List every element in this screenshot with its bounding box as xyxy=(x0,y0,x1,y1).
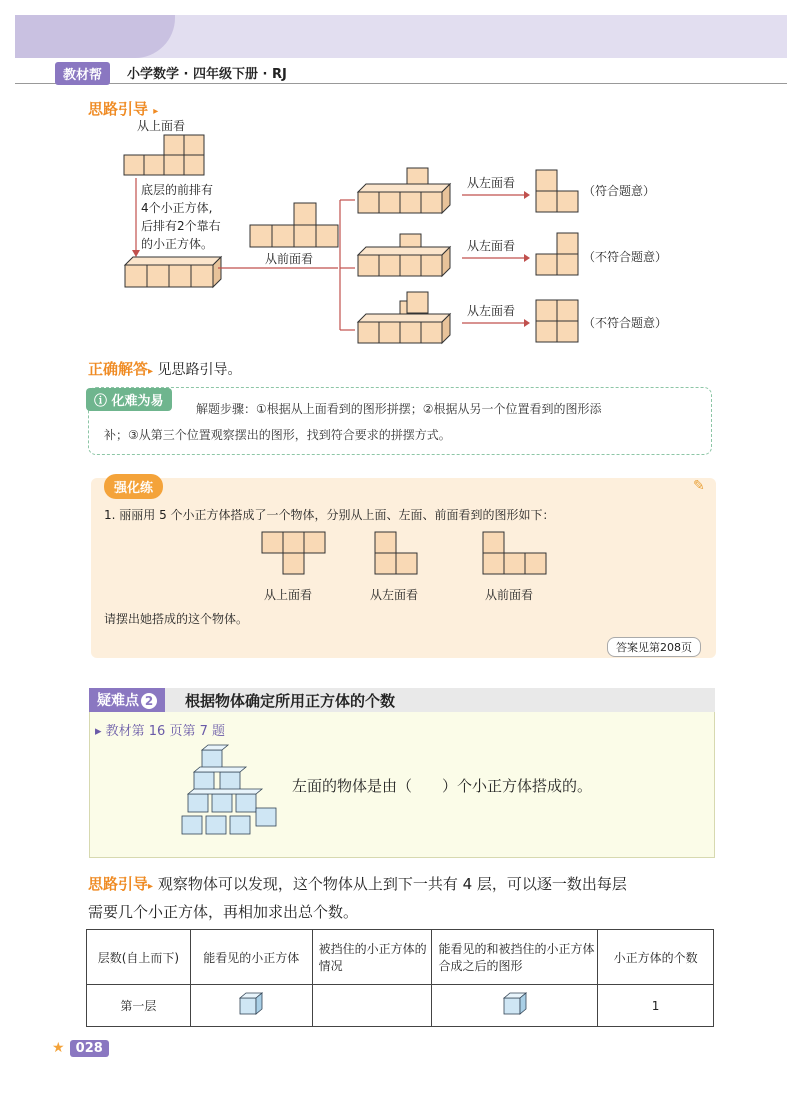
practice-view-label-front: 从前面看 xyxy=(485,588,534,602)
practice-left-view xyxy=(375,532,417,574)
difficulty-header xyxy=(89,688,715,712)
cube-icon xyxy=(502,992,528,1016)
answer-reference: 答案见第208页 xyxy=(607,637,701,657)
answer-line: 正确解答▸ 见思路引导。 xyxy=(88,360,242,378)
practice-view-label-top: 从上面看 xyxy=(264,588,313,602)
layer-table xyxy=(86,929,714,1027)
branch-object-3 xyxy=(358,292,450,343)
branch-1-view-label: 从左面看 xyxy=(467,176,516,190)
book-title: 小学数学 · 四年级下册 · RJ xyxy=(127,67,287,82)
table-header-row xyxy=(87,930,714,985)
table-header-cell: 能看见的和被挡住的小正方体合成之后的图形 xyxy=(432,930,598,985)
branch-2-result: （不符合题意） xyxy=(583,250,668,264)
tip-box xyxy=(88,387,712,455)
tip-tag: ⓘ 化难为易 xyxy=(86,388,172,411)
page-number: 028 xyxy=(70,1040,109,1057)
thinking2-line-1: 思路引导▸ 观察物体可以发现，这个物体从上到下一共有 4 层，可以逐一数出每层 xyxy=(88,875,627,893)
practice-question: 1. 丽丽用 5 个小正方体搭成了一个物体，分别从上面、左面、前面看到的图形如下： xyxy=(104,508,555,522)
front-view-shape xyxy=(250,203,338,247)
branch-object-1 xyxy=(358,168,450,213)
layer-name-cell: 第一层 xyxy=(87,985,191,1027)
thinking-label: 思路引导 ▸ xyxy=(88,100,159,118)
branch-2-view-label: 从左面看 xyxy=(467,239,516,253)
practice-views xyxy=(0,520,800,580)
practice-instruction: 请摆出她搭成的这个物体。 xyxy=(104,612,249,626)
table-header-cell: 小正方体的个数 xyxy=(598,930,714,985)
thinking2-line-2: 需要几个小正方体，再相加求出总个数。 xyxy=(88,903,359,921)
left-view-3 xyxy=(536,300,578,342)
left-view-2 xyxy=(536,233,578,275)
branch-object-2 xyxy=(358,234,450,276)
brand-badge: 教材帮 xyxy=(55,62,110,85)
table-header-cell: 能看见的小正方体 xyxy=(190,930,312,985)
bottom-layer-description: 底层的前排有 4个小正方体, 后排有2个靠右 的小正方体。 xyxy=(141,183,221,251)
branch-1-result: （符合题意） xyxy=(583,184,656,198)
difficulty-title: 根据物体确定所用正方体的个数 xyxy=(185,692,396,710)
count-cell: 1 xyxy=(598,985,714,1027)
difficulty-question: 左面的物体是由（ ）个小正方体搭成的。 xyxy=(292,777,593,795)
visible-cube-cell xyxy=(190,985,312,1027)
mascot-icon: ★ xyxy=(52,1040,65,1056)
pencil-icon: ✎ xyxy=(693,478,705,494)
branch-3-view-label: 从左面看 xyxy=(467,304,516,318)
difficulty-tag: 疑难点 2 xyxy=(89,688,165,712)
combined-cube-cell xyxy=(432,985,598,1027)
from-front-label: 从前面看 xyxy=(265,252,314,266)
practice-view-label-left: 从左面看 xyxy=(370,588,419,602)
left-view-1 xyxy=(536,170,578,212)
table-header-cell: 层数(自上而下) xyxy=(87,930,191,985)
textbook-reference: ▸ 教材第 16 页第 7 题 xyxy=(95,724,226,739)
pyramid-cubes xyxy=(180,742,290,842)
bottom-layer-cubes xyxy=(125,257,221,287)
from-top-label: 从上面看 xyxy=(137,119,186,133)
cube-icon xyxy=(238,992,264,1016)
tip-line-1: 解题步骤：①根据从上面看到的图形拼摆；②根据从另一个位置看到的图形添 xyxy=(196,402,602,416)
practice-front-view xyxy=(483,532,546,574)
practice-top-view xyxy=(262,532,325,574)
top-view-shape xyxy=(124,135,204,175)
table-row xyxy=(87,985,714,1027)
footer xyxy=(52,1037,109,1056)
branch-3-result: （不符合题意） xyxy=(583,316,668,330)
tip-line-2: 补；③从第三个位置观察摆出的图形，找到符合要求的拼摆方式。 xyxy=(104,428,451,442)
thinking-diagram xyxy=(0,0,800,360)
table-header-cell: 被挡住的小正方体的情况 xyxy=(312,930,432,985)
hidden-cube-cell xyxy=(312,985,432,1027)
practice-tag: 强化练 xyxy=(104,474,163,499)
